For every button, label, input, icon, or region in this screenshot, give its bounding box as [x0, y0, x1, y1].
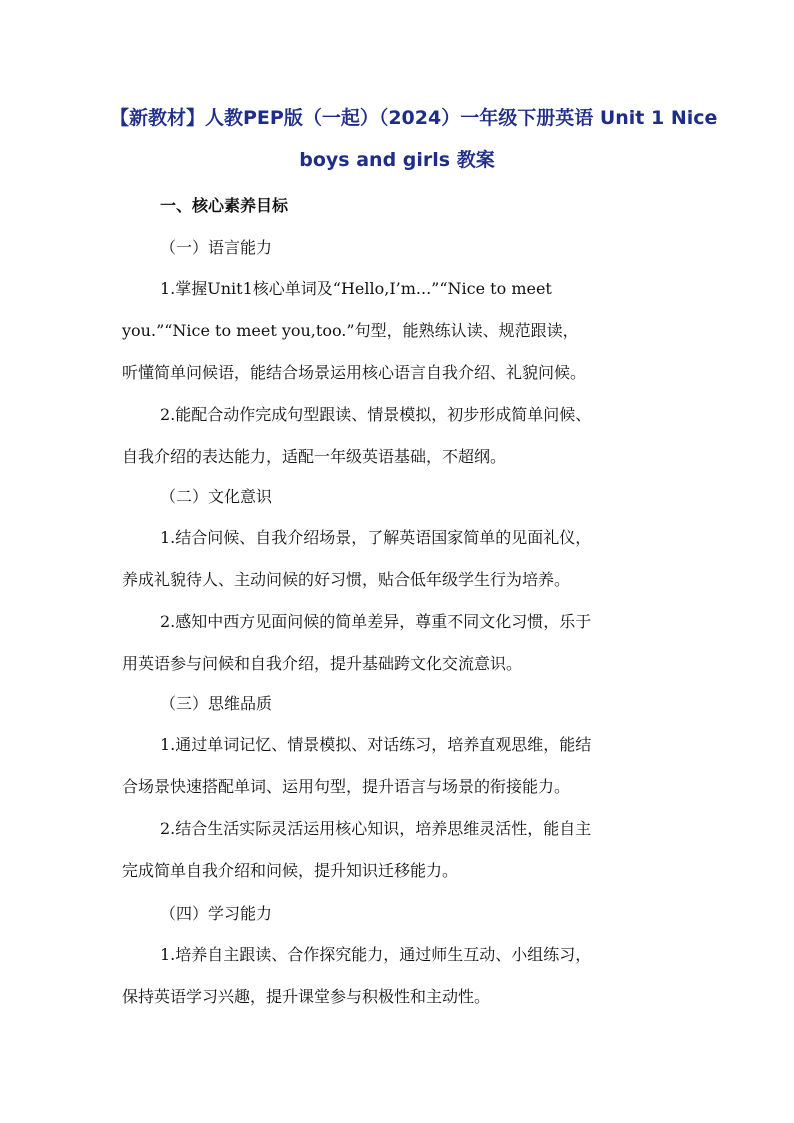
paragraph-line: 听懂简单问候语，能结合场景运用核心语言自我介绍、礼貌问候。 — [122, 363, 587, 382]
paragraph-line: 保持英语学习兴趣，提升课堂参与积极性和主动性。 — [122, 987, 491, 1006]
paragraph-line: 2.感知中西方见面问候的简单差异，尊重不同文化习惯，乐于 — [160, 612, 592, 631]
paragraph-learning-1 — [122, 934, 678, 1018]
paragraph-line: 1.掌握Unit1核心单词及“Hello,I’m...”“Nice to meet — [160, 279, 552, 298]
subheading-language-ability: （一）语言能力 — [160, 238, 273, 257]
paragraph-line: 完成简单自我介绍和问候，提升知识迁移能力。 — [122, 861, 459, 880]
paragraph-culture-1 — [122, 517, 678, 601]
paragraph-line: 养成礼貌待人、主动问候的好习惯，贴合低年级学生行为培养。 — [122, 570, 571, 589]
title-line-1: 【新教材】人教PEP版（一起）（2024）一年级下册英语 Unit 1 Nice — [110, 107, 718, 129]
paragraph-culture-2 — [122, 601, 678, 685]
paragraph-thinking-2 — [122, 808, 678, 892]
paragraph-thinking-1 — [122, 724, 678, 808]
paragraph-line: 1.培养自主跟读、合作探究能力，通过师生互动、小组练习， — [160, 945, 592, 964]
document-title — [110, 97, 718, 181]
paragraph-line: 1.通过单词记忆、情景模拟、对话练习，培养直观思维，能结 — [160, 735, 592, 754]
paragraph-line: 用英语参与问候和自我介绍，提升基础跨文化交流意识。 — [122, 654, 523, 673]
subheading-thinking-quality: （三）思维品质 — [160, 694, 273, 713]
paragraph-line: 1.结合问候、自我介绍场景，了解英语国家简单的见面礼仪， — [160, 528, 592, 547]
title-line-2: boys and girls 教案 — [299, 149, 495, 171]
paragraph-line: 2.能配合动作完成句型跟读、情景模拟，初步形成简单问候、 — [160, 405, 592, 424]
paragraph-line: 自我介绍的表达能力，适配一年级英语基础，不超纲。 — [122, 447, 507, 466]
paragraph-language-1 — [122, 268, 678, 394]
paragraph-language-2 — [122, 394, 678, 478]
paragraph-line: 2.结合生活实际灵活运用核心知识，培养思维灵活性，能自主 — [160, 819, 592, 838]
subheading-learning-ability: （四）学习能力 — [160, 904, 273, 923]
paragraph-line: 合场景快速搭配单词、运用句型，提升语言与场景的衔接能力。 — [122, 777, 571, 796]
section-heading-core-goals: 一、核心素养目标 — [160, 196, 289, 215]
paragraph-line: you.”“Nice to meet you,too.”句型，能熟练认读、规范跟读， — [122, 321, 579, 340]
subheading-cultural-awareness: （二）文化意识 — [160, 487, 273, 506]
